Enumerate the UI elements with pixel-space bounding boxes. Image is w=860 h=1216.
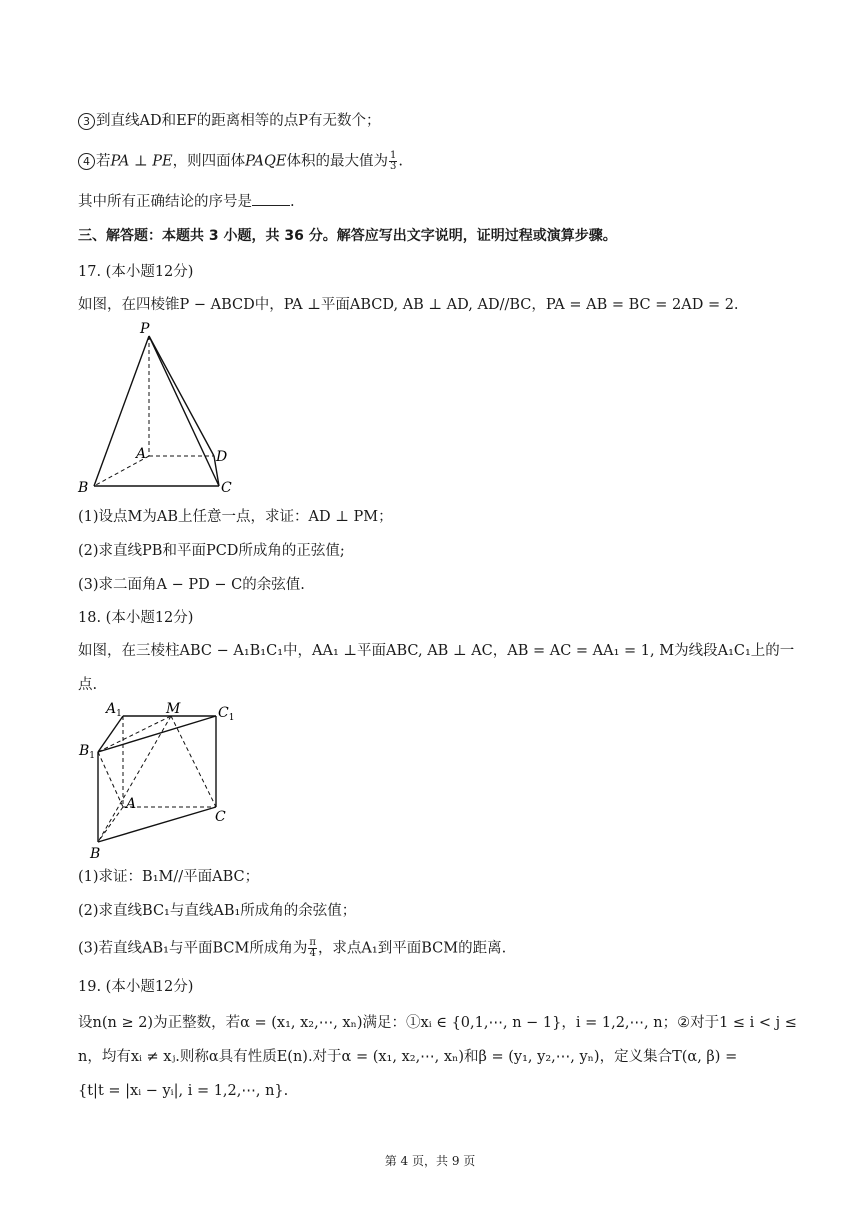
label-A: A — [126, 796, 137, 812]
edge-PB — [94, 336, 149, 486]
label-B: B — [78, 480, 89, 496]
edge-PD — [149, 336, 214, 456]
statement-3 — [78, 111, 381, 131]
figure-18-prism — [76, 697, 246, 867]
edge-AB — [98, 807, 123, 842]
text: 若 — [96, 153, 111, 170]
label-C: C — [215, 809, 226, 825]
label-M: M — [166, 701, 181, 717]
numerator: 1 — [389, 150, 397, 161]
question-18-text-cont: 点. — [78, 677, 98, 693]
question-19-text-1: 设n(n ≥ 2)为正整数，若α = (x₁, x₂,⋯, xₙ)满足：①xᵢ ∈ {0,1,⋯, n − 1}，i = 1,2,⋯, n；②对于1 ≤ i < j ≤ — [78, 1015, 797, 1031]
text: (3)若直线AB₁与平面BCM所成角为 — [78, 940, 308, 957]
edge-A1B1 — [98, 716, 123, 752]
text: ，则四面体 — [172, 153, 246, 170]
text: . — [290, 194, 295, 210]
denominator: 4 — [309, 948, 316, 959]
question-17-text: 如图，在四棱锥P − ABCD中，PA ⊥平面ABCD, AB ⊥ AD, AD//BC，PA = AB = BC = 2AD = 2. — [78, 297, 739, 313]
math: PA ⊥ PE — [110, 153, 173, 170]
statement-3-text: 到直线AD和EF的距离相等的点P有无数个； — [96, 113, 381, 129]
page-footer: 第 4 页，共 9 页 — [384, 1154, 476, 1168]
question-19-title: 19. (本小题12分) — [78, 979, 194, 995]
text: 其中所有正确结论的序号是 — [78, 194, 252, 210]
label-A: A — [136, 446, 147, 462]
label-P: P — [140, 321, 150, 337]
question-18-text: 如图，在三棱柱ABC − A₁B₁C₁中，AA₁ ⊥平面ABC, AB ⊥ AC，AB = AC = AA₁ = 1, M为线段A₁C₁上的一 — [78, 643, 795, 659]
label-B1: $B_1$ — [79, 743, 96, 761]
question-17-part-3: (3)求二面角A − PD − C的余弦值. — [78, 577, 305, 593]
question-18-part-2: (2)求直线BC₁与直线AB₁所成角的余弦值； — [78, 903, 357, 919]
edge-B1A — [98, 752, 123, 807]
text: 体积的最大值为 — [286, 153, 388, 170]
question-17-part-1: (1)设点M为AB上任意一点，求证：AD ⊥ PM； — [78, 509, 393, 525]
text: ，求点A₁到平面BCM的距离. — [317, 940, 507, 957]
question-18-part-1: (1)求证：B₁M//平面ABC； — [78, 869, 260, 885]
fraction-pi-over-4 — [308, 938, 317, 959]
edge-BC — [98, 807, 216, 842]
label-C1: $C_1$ — [218, 705, 235, 723]
label-D: D — [216, 449, 228, 465]
edge-B1C1 — [98, 716, 216, 752]
label-C: C — [221, 480, 232, 496]
math: PAQE — [245, 153, 287, 170]
text: . — [398, 153, 403, 170]
circled-number-4: 4 — [78, 153, 95, 170]
label-B: B — [90, 846, 101, 862]
label-A1: $A_1$ — [106, 701, 122, 719]
edge-PC — [149, 336, 219, 486]
numerator: π — [309, 937, 316, 948]
section-3-heading: 三、解答题：本题共 3 小题，共 36 分。解答应写出文字说明，证明过程或演算步骤。 — [78, 228, 617, 244]
circled-number-3: 3 — [78, 113, 95, 130]
question-17-title: 17. (本小题12分) — [78, 264, 194, 280]
question-19-text-3: {t|t = |xᵢ − yᵢ|, i = 1,2,⋯, n}. — [78, 1083, 289, 1099]
question-19-text-2: n，均有xᵢ ≠ xⱼ.则称α具有性质E(n).对于α = (x₁, x₂,⋯, xₙ)和β = (y₁, y₂,⋯, yₙ)，定义集合T(α, β) = — [78, 1049, 738, 1065]
question-18-title: 18. (本小题12分) — [78, 610, 194, 626]
edge-MC — [171, 716, 216, 807]
answer-prompt — [78, 191, 295, 212]
answer-blank — [252, 191, 290, 206]
figure-17-pyramid — [74, 318, 244, 500]
question-17-part-2: (2)求直线PB和平面PCD所成角的正弦值; — [78, 543, 345, 559]
fraction-one-third — [389, 151, 397, 172]
question-18-part-3 — [78, 938, 506, 959]
denominator: 3 — [389, 161, 397, 172]
statement-4 — [78, 151, 403, 172]
